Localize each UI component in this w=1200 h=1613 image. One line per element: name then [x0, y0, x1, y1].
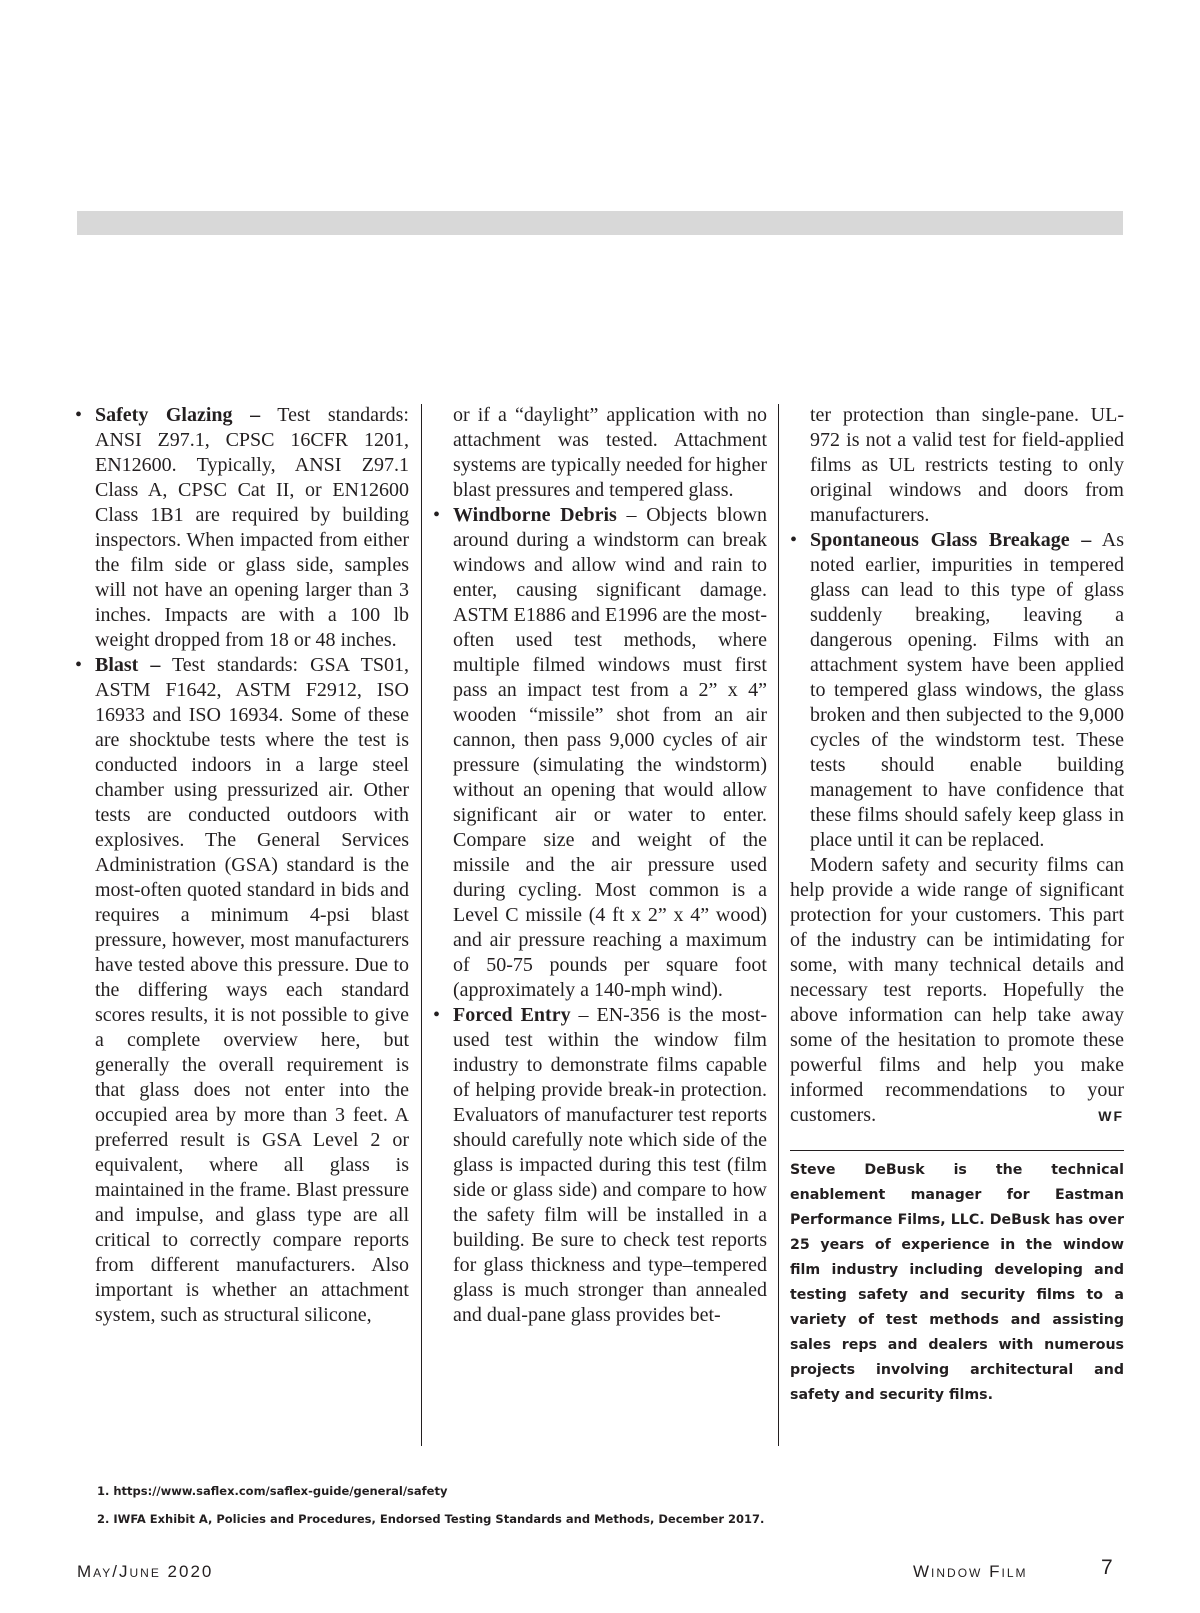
column-divider	[421, 404, 422, 1446]
article-column-2	[433, 403, 767, 1328]
closing-paragraph	[790, 853, 1124, 1128]
article-column-1	[75, 403, 409, 1328]
closing-text: Modern safety and security films can help provide a wide range of significant protection for your customers. This part of the industry can be intimidating for some, with many technical details and necessary test reports. Hopefully the above information can help take away some of the hesitation to promote these powerful films and help you make informed recommendations to your customers.	[790, 854, 1124, 1126]
item-term: Windborne Debris	[453, 504, 617, 526]
author-bio: Steve DeBusk is the technical enablement manager for Eastman Performance Films, LLC. DeBusk has over 25 years of experience in the window film industry including developing and testing safety and security films to a variety of test methods and assisting sales reps and dealers with numerous projects involving architectural and safety and security films.	[790, 1162, 1124, 1403]
item-text: or if a “daylight” application with no attachment was tested. Attachment systems are typically needed for higher blast pressures and tempered glass.	[453, 404, 767, 501]
article-column-3	[790, 403, 1124, 1408]
item-term: Forced Entry	[453, 1004, 571, 1026]
list-item-continuation	[433, 403, 767, 503]
footnote-1: 1. https://www.saflex.com/saflex-guide/general/safety	[97, 1484, 448, 1498]
header-gray-band	[77, 211, 1123, 235]
item-text: – EN-356 is the most-used test within the window film industry to demonstrate films capable of helping provide break-in protection. Evaluators of manufacturer test reports should carefully note which side of the glass is impacted during this test (film side or glass side) and compare to how the safety film will be installed in a building. Be sure to check test reports for glass thickness and type–tempered glass is much stronger than annealed and dual-pane glass provides bet-	[453, 1004, 768, 1326]
page-number: 7	[1101, 1556, 1113, 1579]
item-term: Safety Glazing –	[95, 404, 261, 426]
item-text: As noted earlier, impurities in tempered glass can lead to this type of glass suddenly breaking, leaving a dangerous opening. Films with an attachment system have been applied to tempered glass windows, the glass broken and then subjected to the 9,000 cycles of the windstorm test. These tests should enable building management to have confidence that these films should safely keep glass in place until it can be replaced.	[810, 529, 1124, 851]
item-text: ter protection than single-pane. UL-972 is not a valid test for field-applied films as UL restricts testing to only original windows and doors from manufacturers.	[810, 404, 1124, 526]
standards-list	[790, 403, 1124, 853]
list-item-spontaneous-breakage	[790, 528, 1124, 853]
list-item-blast	[75, 653, 409, 1328]
list-item-forced-entry	[433, 1003, 767, 1328]
bio-divider	[790, 1150, 1124, 1151]
standards-list	[433, 403, 767, 1328]
list-item-continuation	[790, 403, 1124, 528]
end-mark: WF	[1098, 1108, 1124, 1124]
column-divider	[778, 404, 779, 1446]
item-text: – Objects blown around during a windstorm can break windows and allow wind and rain to enter, causing significant damage. ASTM E1886 and E1996 are the most-often used test methods, where multiple filmed windows must first pass an impact test from a 2” x 4” wooden “missile” shot from an air cannon, then pass 9,000 cycles of air pressure (simulating the windstorm) without an opening that would allow significant air or water to enter. Compare size and weight of the missile and the air pressure used during cycling. Most common is a Level C missile (4 ft x 2” x 4” wood) and air pressure reaching a maximum of 50-75 pounds per square foot (approximately a 140-mph wind).	[453, 504, 768, 1001]
item-text: Test standards: GSA TS01, ASTM F1642, ASTM F2912, ISO 16933 and ISO 16934. Some of these are shocktube tests where the test is conducted indoors in a large steel chamber using pressurized air. Other tests are conducted outdoors with explosives. The General Services Administration (GSA) standard is the most-often quoted standard in bids and requires a minimum 4-psi blast pressure, however, most manufacturers have tested above this pressure. Due to the differing ways each standard scores results, it is not possible to give a complete overview here, but generally the overall requirement is that glass does not enter into the occupied area by more than 3 feet. A preferred result is GSA Level 2 or equivalent, where all glass is maintained in the frame. Blast pressure and impulse, and glass type are all critical to correctly compare reports from different manufacturers. Also important is whether an attachment system, such as structural silicone,	[95, 654, 409, 1326]
list-item-windborne-debris	[433, 503, 767, 1003]
publication-name: Window Film	[913, 1562, 1028, 1581]
issue-date: May/June 2020	[77, 1562, 214, 1581]
item-term: Blast –	[95, 654, 161, 676]
list-item-safety-glazing	[75, 403, 409, 653]
item-text: Test standards: ANSI Z97.1, CPSC 16CFR 1201, EN12600. Typically, ANSI Z97.1 Class A, CPSC Cat II, or EN12600 Class 1B1 are required by building inspectors. When impacted from either the film side or glass side, samples will not have an opening larger than 3 inches. Impacts are with a 100 lb weight dropped from 18 or 48 inches.	[95, 404, 409, 651]
item-term: Spontaneous Glass Breakage –	[810, 529, 1092, 551]
footnote-2: 2. IWFA Exhibit A, Policies and Procedures, Endorsed Testing Standards and Methods, December 2017.	[97, 1512, 765, 1526]
standards-list	[75, 403, 409, 1328]
